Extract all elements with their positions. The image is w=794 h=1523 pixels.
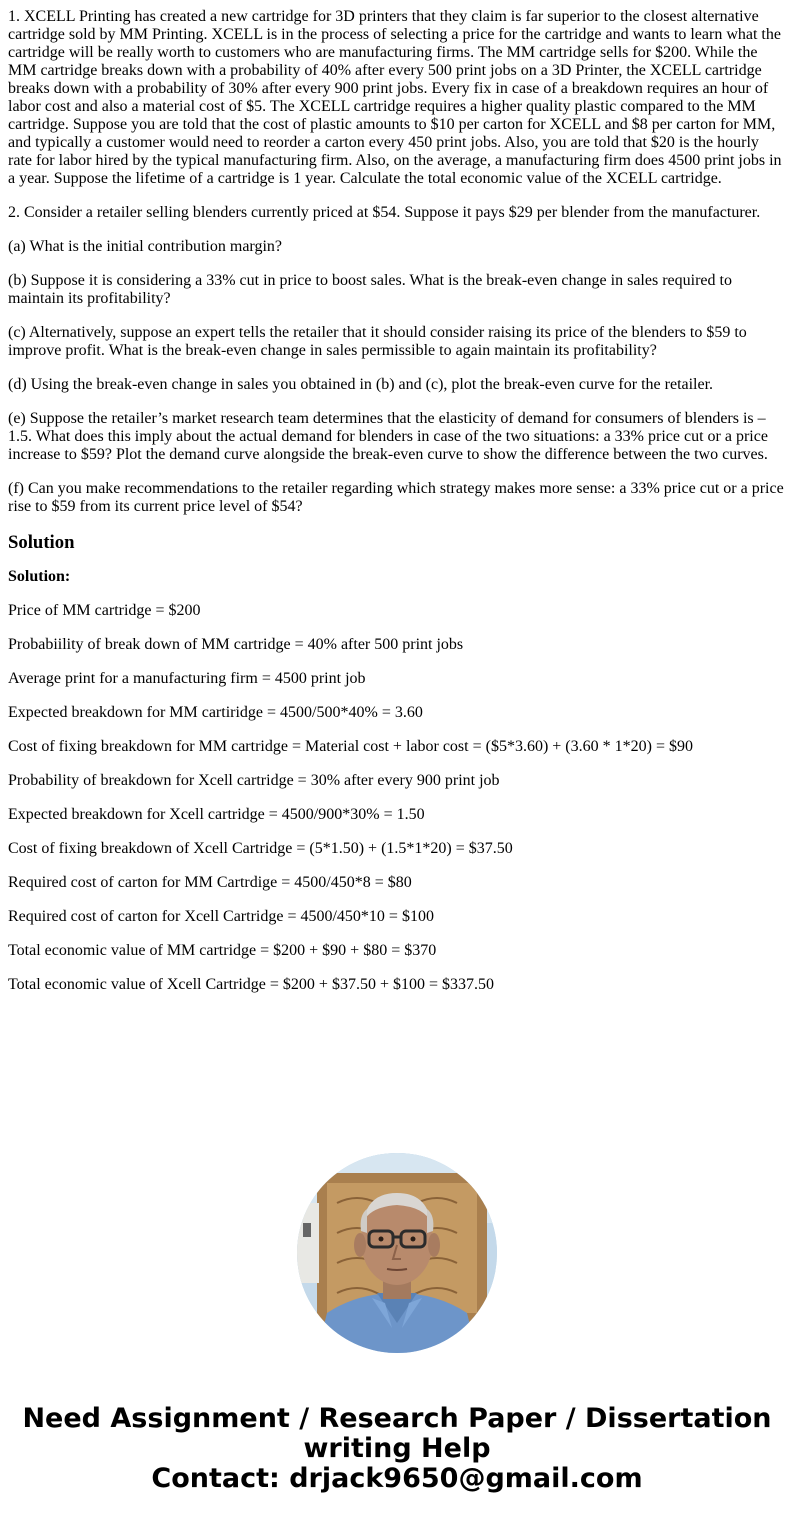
solution-line: Total economic value of MM cartridge = $200 + $90 + $80 = $370 [8, 942, 437, 959]
solution-line: Total economic value of Xcell Cartridge = $200 + $37.50 + $100 = $337.50 [8, 976, 494, 993]
question-2-part-c: (c) Alternatively, suppose an expert tells the retailer that it should consider raising its price of the blenders to $59 to improve profit. What is the break-even change in sales permissible to again maintain its profitability? [8, 324, 747, 359]
solution-heading: Solution [8, 532, 75, 553]
promo-banner [0, 1404, 794, 1494]
question-2-part-a: (a) What is the initial contribution margin? [8, 238, 283, 255]
solution-line: Expected breakdown for MM cartiridge = 4500/500*40% = 3.60 [8, 704, 423, 721]
author-portrait-icon [297, 1153, 497, 1353]
question-2-part-e: (e) Suppose the retailer’s market research team determines that the elasticity of demand for consumers of blenders is –1.5. What does this imply about the actual demand for blenders in case of the two situations: a 33% price cut or a price increase to $59? Plot the demand curve alongside the break-even curve to show the difference between the two curves. [8, 410, 768, 463]
solution-line: Expected breakdown for Xcell cartridge = 4500/900*30% = 1.50 [8, 806, 425, 823]
promo-contact: Contact: drjack9650@gmail.com [151, 1463, 643, 1494]
solution-line: Cost of fixing breakdown of Xcell Cartridge = (5*1.50) + (1.5*1*20) = $37.50 [8, 840, 513, 857]
question-2-part-b: (b) Suppose it is considering a 33% cut in price to boost sales. What is the break-even change in sales required to maintain its profitability? [8, 272, 732, 307]
solution-line: Cost of fixing breakdown for MM cartridge = Material cost + labor cost = ($5*3.60) + (3.60 * 1*20) = $90 [8, 738, 693, 755]
question-1: 1. XCELL Printing has created a new cartridge for 3D printers that they claim is far superior to the closest alternative cartridge sold by MM Printing. XCELL is in the process of selecting a price for the cartridge and wants to learn what the cartridge will be really worth to customers who are manufacturing firms. The MM cartridge sells for $200. While the MM cartridge breaks down with a probability of 40% after every 500 print jobs on a 3D Printer, the XCELL cartridge breaks down with a probability of 30% after every 900 print jobs. Every fix in case of a breakdown requires an hour of labor cost and also a material cost of $5. The XCELL cartridge requires a higher quality plastic compared to the MM cartridge. Suppose you are told that the cost of plastic amounts to $10 per carton for XCELL and $8 per carton for MM, and typically a customer would need to reorder a carton every 450 print jobs. Also, you are told that $20 is the hourly rate for labor hired by the typical manufacturing firm. Also, on the average, a manufacturing firm does 4500 print jobs in a year. Suppose the lifetime of a cartridge is 1 year. Calculate the total economic value of the XCELL cartridge. [8, 8, 782, 187]
question-2-part-d: (d) Using the break-even change in sales you obtained in (b) and (c), plot the break-even curve for the retailer. [8, 376, 714, 393]
promo-line-1: Need Assignment / Research Paper / Dissertation [22, 1403, 772, 1434]
solution-line: Probabiility of break down of MM cartridge = 40% after 500 print jobs [8, 636, 464, 653]
solution-line: Required cost of carton for Xcell Cartridge = 4500/450*10 = $100 [8, 908, 434, 925]
solution-line: Probability of breakdown for Xcell cartridge = 30% after every 900 print job [8, 772, 500, 789]
solution-line: Price of MM cartridge = $200 [8, 602, 201, 619]
solution-line: Average print for a manufacturing firm = 4500 print job [8, 670, 366, 687]
solution-line: Required cost of carton for MM Cartrdige = 4500/450*8 = $80 [8, 874, 412, 891]
solution-label: Solution: [8, 568, 71, 585]
promo-line-2: writing Help [303, 1433, 491, 1464]
question-2-part-f: (f) Can you make recommendations to the retailer regarding which strategy makes more sense: a 33% price cut or a price rise to $59 from its current price level of $54? [8, 480, 784, 515]
author-avatar [297, 1153, 497, 1353]
document-content [8, 8, 786, 1010]
question-2: 2. Consider a retailer selling blenders currently priced at $54. Suppose it pays $29 per blender from the manufacturer. [8, 204, 761, 221]
